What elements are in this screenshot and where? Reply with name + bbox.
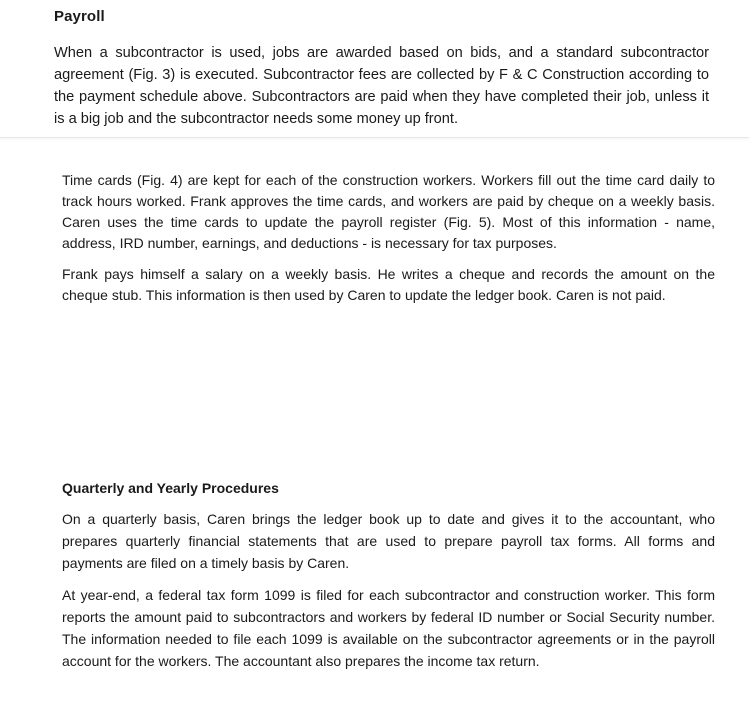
quarterly-paragraph: On a quarterly basis, Caren brings the ledger book up to date and gives it to the accountant, who prepares quarterly financial statements that are used to prepare payroll tax forms. All forms and payments are filed on a timely basis by Caren. [62,511,715,571]
year-end-paragraph: At year-end, a federal tax form 1099 is filed for each subcontractor and construction worker. This form reports the amount paid to subcontractors and workers by federal ID number or Social Security number. The information needed to file each 1099 is available on the subcontractor agreements or in the payroll account for the workers. The accountant also prepares the income tax return. [62,587,715,669]
salary-paragraph: Frank pays himself a salary on a weekly basis. He writes a cheque and records the amount on the cheque stub. This information is then used by Caren to update the ledger book. Caren is not paid. [62,266,715,303]
quarterly-section [62,480,715,672]
time-cards-section [62,170,715,306]
time-cards-paragraph: Time cards (Fig. 4) are kept for each of the construction workers. Workers fill out the time card daily to track hours worked. Frank approves the time cards, and workers are paid by cheque on a weekly basis. Caren uses the time cards to update the payroll register (Fig. 5). Most of this information - name, address, IRD number, earnings, and deductions - is necessary for tax purposes. [62,172,715,251]
payroll-heading: Payroll [54,8,105,25]
payroll-paragraph: When a subcontractor is used, jobs are awarded based on bids, and a standard subcontractor agreement (Fig. 3) is executed. Subcontractor fees are collected by F & C Construction according to the payment schedule above. Subcontractors are paid when they have completed their job, unless it is a big job and the subcontractor needs some money up front. [54,45,709,127]
payroll-section [0,0,749,138]
quarterly-heading: Quarterly and Yearly Procedures [62,480,279,496]
